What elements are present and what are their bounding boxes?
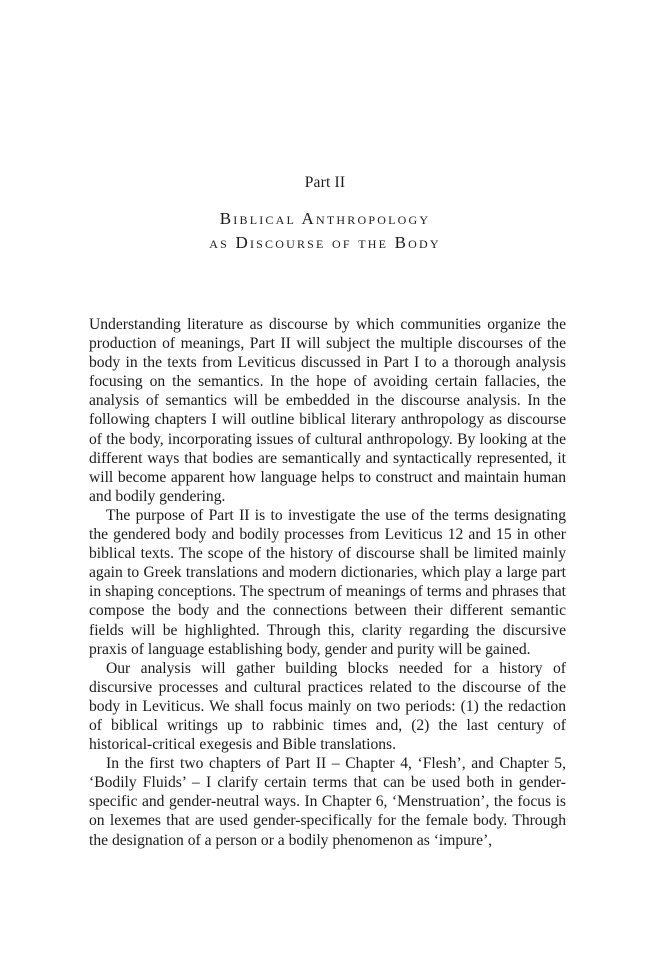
paragraph-4: In the first two chapters of Part II – Chapter 4, ‘Flesh’, and Chapter 5, ‘Bodily Fluids’ – I clarify certain terms that can be used both in gender-specific and gender-neutral ways. In Chapter 6, ‘Menstruation’, the focus is on lexemes that are used gender-specifically for the female body. Through the designation of a person or a bodily phenomenon as ‘impure’, [89,755,566,849]
paragraph-1: Understanding literature as discourse by which communities organize the production of meanings, Part II will subject the multiple discourses of the body in the texts from Leviticus discussed in Part I to a thorough analysis focusing on the semantics. In the hope of avoiding certain fallacies, the analysis of semantics will be embedded in the discourse analysis. In the following chapters I will outline biblical literary anthropology as discourse of the body, incorporating issues of cultural anthropology. By looking at the different ways that bodies are semantically and syntactically represented, it will become apparent how language helps to construct and maintain human and bodily gendering. [89,316,566,505]
paragraph-2: The purpose of Part II is to investigate the use of the terms designating the gendered body and bodily processes from Leviticus 12 and 15 in other biblical texts. The scope of the history of discourse shall be limited mainly again to Greek translations and modern dictionaries, which play a large part in shaping conceptions. The spectrum of meanings of terms and phrases that compose the body and the connections between their different semantic fields will be highlighted. Through this, clarity regarding the discursive praxis of language establishing body, gender and purity will be gained. [89,506,566,658]
part-title [0,207,650,255]
part-title-line-2: as Discourse of the Body [209,233,441,252]
body-text [89,315,566,850]
paragraph-3: Our analysis will gather building blocks needed for a history of discursive processes and cultural practices related to the discourse of the body in Leviticus. We shall focus mainly on two periods: (1) the redaction of biblical writings up to rabbinic times and, (2) the last century of historical-critical exegesis and Bible translations. [89,659,566,754]
part-label: Part II [304,174,346,191]
part-title-line-1: Biblical Anthropology [219,209,431,228]
